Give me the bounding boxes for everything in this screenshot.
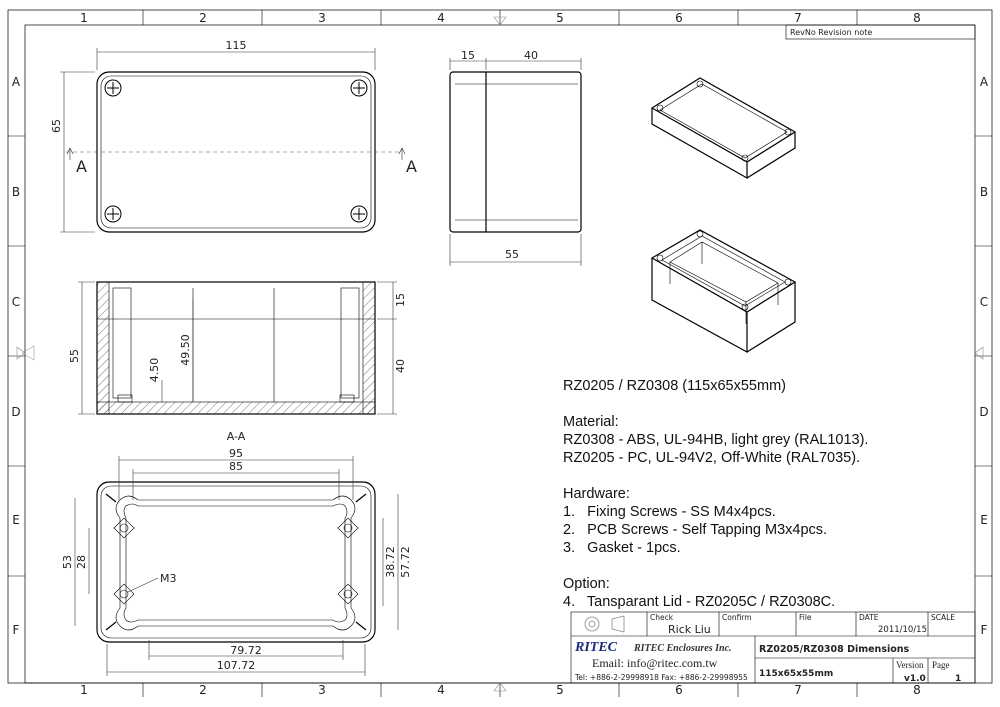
confirm-label: Confirm <box>722 613 752 622</box>
dim-h4: 57.72 <box>399 546 412 578</box>
thread-label: M3 <box>160 572 177 585</box>
col-label: 7 <box>794 11 802 25</box>
material-line: RZ0308 - ABS, UL-94HB, light grey (RAL1013). <box>563 432 869 448</box>
col-label: 3 <box>318 11 326 25</box>
row-label: B <box>11 185 21 199</box>
section-title: A-A <box>226 430 246 443</box>
col-label: 8 <box>913 11 921 25</box>
col-label: 6 <box>675 11 683 25</box>
row-label: D <box>979 405 989 419</box>
screw-icon <box>105 80 367 222</box>
drawing-title: RZ0205/RZ0308 Dimensions <box>759 644 910 655</box>
bottom-view <box>61 447 412 676</box>
file-label: File <box>799 613 812 622</box>
section-marker: A <box>76 157 87 176</box>
projection-symbol-icon <box>585 616 624 632</box>
dim-h3: 38.72 <box>384 546 397 578</box>
company-phone: Tel: +886-2-29998918 Fax: +886-2-29998955 <box>575 673 748 682</box>
col-label: 3 <box>318 683 326 697</box>
date: 2011/10/15 <box>878 625 927 635</box>
col-label: 6 <box>675 683 683 697</box>
col-label: 8 <box>913 683 921 697</box>
check-name: Rick Liu <box>668 623 711 636</box>
date-label: DATE <box>859 613 879 622</box>
row-label: C <box>11 295 21 309</box>
dim-lid: 15 <box>461 49 475 62</box>
dim-inner-depth: 49.50 <box>179 334 192 366</box>
company-logo: RITEC <box>575 640 618 655</box>
section-view <box>22 282 407 443</box>
side-view <box>450 49 581 266</box>
col-label: 5 <box>556 683 564 697</box>
company-name: RITEC Enclosures Inc. <box>634 643 732 654</box>
row-label: A <box>979 75 989 89</box>
dim-w1: 95 <box>229 447 243 460</box>
row-label: A <box>11 75 21 89</box>
row-label: F <box>12 623 20 637</box>
dim-height: 65 <box>50 119 63 133</box>
page-label: Page <box>932 660 950 670</box>
hardware-heading: Hardware: <box>563 486 630 502</box>
col-label: 1 <box>80 683 88 697</box>
row-label: E <box>980 513 988 527</box>
col-label: 5 <box>556 11 564 25</box>
spec-title: RZ0205 / RZ0308 (115x65x55mm) <box>563 378 786 394</box>
page-number: 1 <box>955 674 962 684</box>
dim-w2: 85 <box>229 460 243 473</box>
dim-section-height: 55 <box>68 349 81 363</box>
dim-section-lid: 15 <box>394 293 407 307</box>
col-label: 4 <box>437 683 445 697</box>
company-email: Email: info@ritec.com.tw <box>592 656 718 670</box>
section-marker: A <box>406 157 417 176</box>
dim-width: 115 <box>225 39 247 52</box>
dim-section-body: 40 <box>394 359 407 373</box>
col-label: 2 <box>199 11 207 25</box>
col-label: 2 <box>199 683 207 697</box>
pcb-boss-icon <box>114 518 358 604</box>
option-line: 4. Tansparant Lid - RZ0205C / RZ0308C. <box>563 594 836 610</box>
hardware-line: 2. PCB Screws - Self Tapping M3x4pcs. <box>563 522 828 538</box>
row-label: F <box>980 623 988 637</box>
dim-total: 55 <box>505 248 519 261</box>
check-label: Check <box>650 613 674 622</box>
top-view <box>50 39 417 232</box>
dim-h1: 53 <box>61 555 74 569</box>
option-heading: Option: <box>563 576 610 592</box>
hardware-line: 1. Fixing Screws - SS M4x4pcs. <box>563 504 776 520</box>
version-label: Version <box>896 660 924 670</box>
revision-header: RevNo Revision note <box>790 28 873 37</box>
material-line: RZ0205 - PC, UL-94V2, Off-White (RAL7035). <box>563 450 861 466</box>
col-label: 7 <box>794 683 802 697</box>
col-label: 1 <box>80 11 88 25</box>
dim-h2: 28 <box>75 555 88 569</box>
version: v1.0 <box>904 674 926 684</box>
dim-body: 40 <box>524 49 538 62</box>
spec-notes <box>563 377 868 611</box>
dim-w4: 107.72 <box>216 659 256 672</box>
material-heading: Material: <box>563 414 619 430</box>
iso-lid-view <box>652 78 795 178</box>
row-label: C <box>979 295 989 309</box>
scale-label: SCALE <box>931 613 956 622</box>
row-label: D <box>11 405 21 419</box>
dim-w3: 79.72 <box>230 644 262 657</box>
title-block <box>571 612 975 684</box>
dim-boss: 4.50 <box>148 357 161 383</box>
row-label: B <box>979 185 989 199</box>
iso-body-view <box>652 230 795 352</box>
hardware-line: 3. Gasket - 1pcs. <box>563 540 681 556</box>
drawing-size: 115x65x55mm <box>759 669 834 679</box>
row-label: E <box>12 513 20 527</box>
col-label: 4 <box>437 11 445 25</box>
